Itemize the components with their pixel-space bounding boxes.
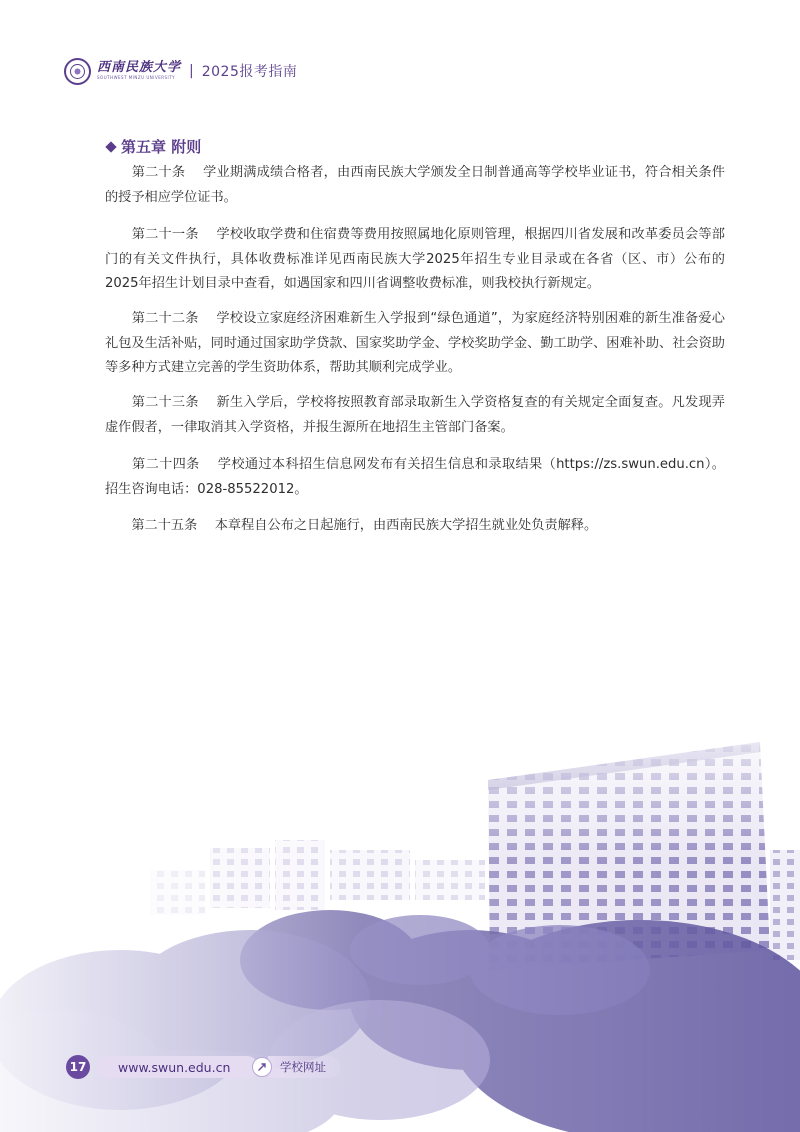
university-seal-icon bbox=[64, 58, 91, 85]
website-label: 学校网址 bbox=[268, 1056, 340, 1078]
page-number: 17 bbox=[66, 1055, 90, 1079]
chapter-title: 第五章 附则 bbox=[121, 138, 202, 156]
website-url[interactable]: www.swun.edu.cn bbox=[96, 1056, 258, 1078]
page-footer bbox=[66, 1054, 340, 1080]
diamond-bullet-icon bbox=[105, 141, 116, 152]
link-icon bbox=[252, 1057, 272, 1077]
article-24: 第二十四条 学校通过本科招生信息网发布有关招生信息和录取结果（https://zs.swun.edu.cn）。招生咨询电话：028-85522012。 bbox=[105, 457, 725, 497]
chapter-heading bbox=[105, 136, 201, 157]
article-22: 第二十二条 学校设立家庭经济困难新生入学报到“绿色通道”，为家庭经济特别困难的新生准备爱心礼包及生活补贴，同时通过国家助学贷款、国家奖助学金、学校奖助学金、勤工助学、困难补助、社会资助等多种方式建立完善的学生资助体系，帮助其顺利完成学业。 bbox=[105, 311, 725, 375]
logo-chinese-name: 西南民族大学 bbox=[97, 60, 182, 75]
logo-english-name: SOUTHWEST MINZU UNIVERSITY bbox=[97, 75, 176, 80]
article-20: 第二十条 学业期满成绩合格者，由西南民族大学颁发全日制普通高等学校毕业证书，符合相关条件的授予相应学位证书。 bbox=[105, 165, 725, 205]
university-logo bbox=[97, 61, 181, 81]
header-title: 2025报考指南 bbox=[201, 64, 298, 80]
article-21: 第二十一条 学校收取学费和住宿费等费用按照属地化原则管理，根据四川省发展和改革委员会等部门的有关文件执行，具体收费标准详见西南民族大学2025年招生专业目录或在各省（区、市）公布的2025年招生计划目录中查看，如遇国家和四川省调整收费标准，则我校执行新规定。 bbox=[105, 227, 725, 291]
header-separator: | bbox=[189, 63, 194, 79]
article-23: 第二十三条 新生入学后，学校将按照教育部录取新生入学资格复查的有关规定全面复查。凡发现弄虚作假者，一律取消其入学资格，并报生源所在地招生主管部门备案。 bbox=[105, 395, 725, 435]
article-25: 第二十五条 本章程自公布之日起施行，由西南民族大学招生就业处负责解释。 bbox=[105, 518, 598, 533]
page-header bbox=[64, 56, 297, 86]
